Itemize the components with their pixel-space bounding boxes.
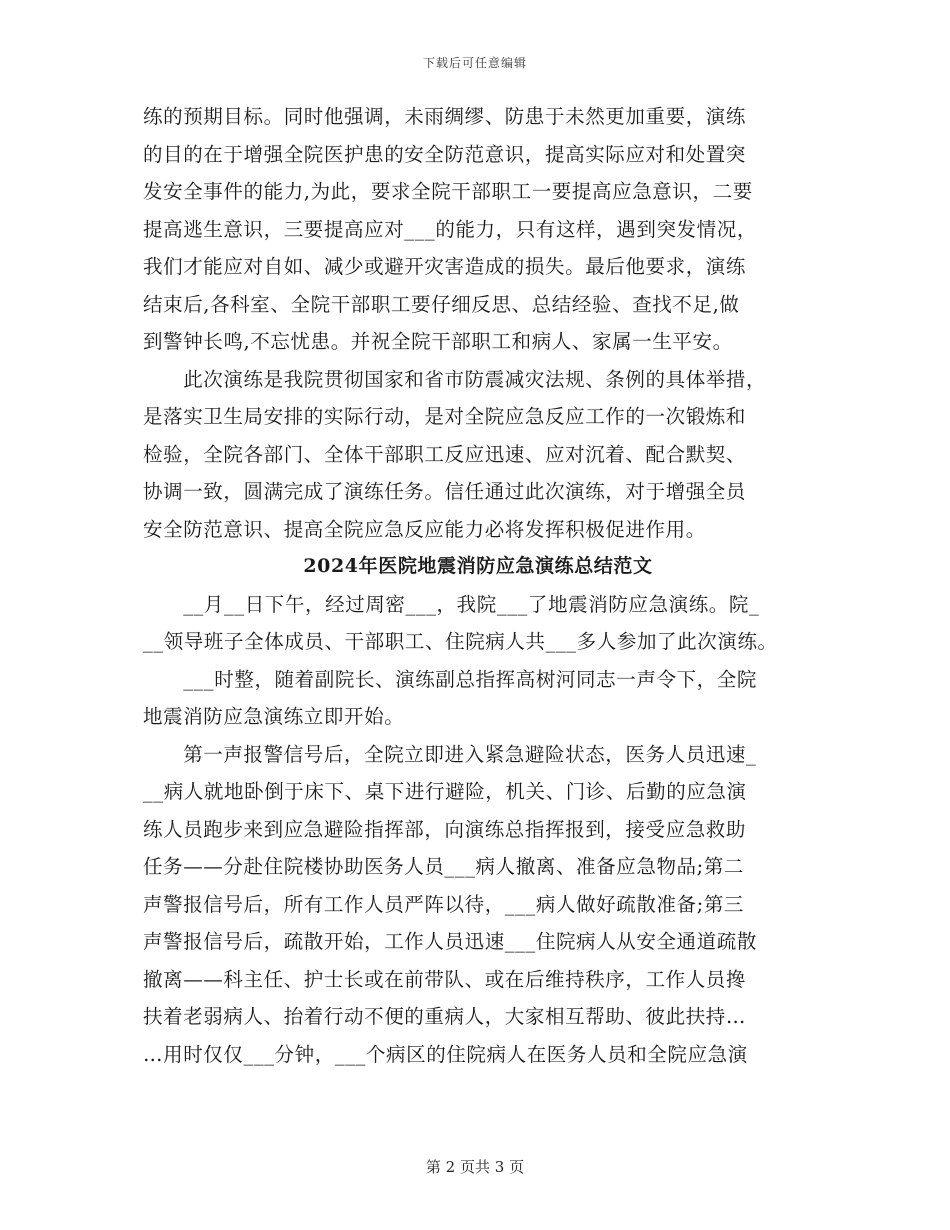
text-line: __月__日下午，经过周密___，我院___了地震消防应急演练。院_ bbox=[143, 592, 760, 616]
text-line: 声警报信号后，疏散开始，工作人员迅速___住院病人从安全通道疏散 bbox=[143, 930, 757, 953]
text-line: __领导班子全体成员、干部职工、住院病人共___多人参加了此次演练。 bbox=[143, 630, 778, 653]
text-line: 发安全事件的能力,为此，要求全院干部职工一要提高应急意识，二要 bbox=[143, 180, 753, 203]
text-line: ___时整，随着副院长、演练副总指挥高树河同志一声令下，全院 bbox=[143, 667, 757, 691]
text-line: 第一声报警信号后，全院立即进入紧急避险状态，医务人员迅速_ bbox=[143, 742, 757, 766]
text-line: …用时仅仅___分钟，___个病区的住院病人在医务人员和全院应急演 bbox=[143, 1042, 748, 1066]
page-header: 下载后可任意编辑 bbox=[422, 56, 527, 70]
document-body bbox=[143, 98, 813, 1073]
text-line: 地震消防应急演练立即开始。 bbox=[143, 705, 405, 728]
text-line: 撤离——科主任、护士长或在前带队、或在后维持秩序，工作人员搀 bbox=[143, 967, 747, 991]
text-line: 此次演练是我院贯彻国家和省市防震减灾法规、条例的具体举措， bbox=[143, 367, 767, 391]
text-line: 结束后,各科室、全院干部职工要仔细反思、总结经验、查找不足,做 bbox=[143, 292, 740, 316]
text-line: 是落实卫生局安排的实际行动，是对全院应急反应工作的一次锻炼和 bbox=[143, 405, 747, 428]
text-line: 协调一致，圆满完成了演练任务。信任通过此次演练，对于增强全员 bbox=[143, 480, 747, 503]
text-line: 任务——分赴住院楼协助医务人员___病人撤离、准备应急物品;第二 bbox=[143, 855, 745, 878]
text-line: 声警报信号后，所有工作人员严阵以待，___病人做好疏散准备;第三 bbox=[143, 892, 745, 916]
text-line: 安全防范意识、提高全院应急反应能力必将发挥积极促进作用。 bbox=[143, 517, 706, 541]
text-line: 提高逃生意识，三要提高应对___的能力，只有这样，遇到突发情况， bbox=[143, 217, 757, 241]
text-line: 练的预期目标。同时他强调，未雨绸缪、防患于未然更加重要，演练 bbox=[143, 105, 747, 128]
text-line: 我们才能应对自如、减少或避开灾害造成的损失。最后他要求，演练 bbox=[143, 255, 747, 278]
text-line: 练人员跑步来到应急避险指挥部，向演练总指挥报到，接受应急救助 bbox=[143, 817, 747, 841]
text-line: __病人就地卧倒于床下、桌下进行避险，机关、门诊、后勤的应急演 bbox=[143, 780, 747, 803]
text-line: 的目的在于增强全院医护患的安全防范意识，提高实际应对和处置突 bbox=[143, 142, 747, 166]
text-line: 扶着老弱病人、抬着行动不便的重病人，大家相互帮助、彼此扶持… bbox=[143, 1005, 747, 1028]
text-line: 检验，全院各部门、全体干部职工反应迅速、应对沉着、配合默契、 bbox=[143, 442, 747, 466]
section-title: 2024年医院地震消防应急演练总结范文 bbox=[303, 555, 653, 577]
page-footer: 第 2 页共 3 页 bbox=[425, 1158, 525, 1176]
text-line: 到警钟长鸣,不忘忧患。并祝全院干部职工和病人、家属一生平安。 bbox=[143, 330, 733, 353]
